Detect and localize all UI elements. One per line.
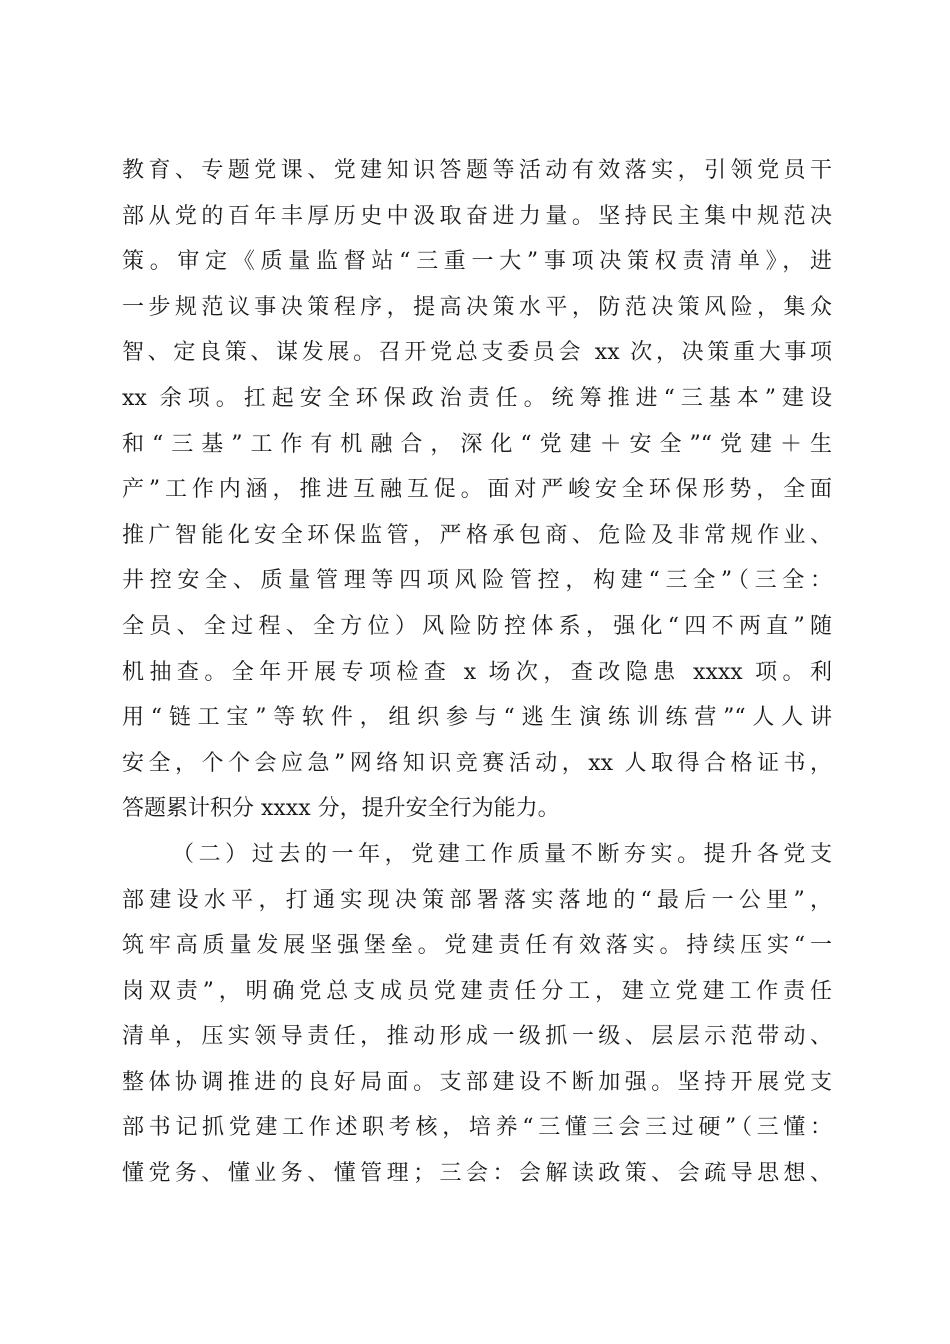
text-line: 一步规范议事决策程序，提高决策水平，防范决策风险，集众 [122, 294, 832, 320]
text-line: 推广智能化安全环保监管，严格承包商、危险及非常规作业、 [122, 522, 832, 548]
text-line: 教育、专题党课、党建知识答题等活动有效落实，引领党员干 [122, 158, 832, 183]
document-body [122, 148, 832, 1197]
text-line: 井控安全、质量管理等四项风险管控，构建“三全”（三全： [122, 568, 832, 594]
text-line: 策。审定《质量监督站“三重一大”事项决策权责清单》，进 [122, 249, 832, 275]
paragraph-last-line: 答题累计积分 xxxx 分，提升安全行为能力。 [122, 796, 560, 822]
text-line: 部从党的百年丰厚历史中汲取奋进力量。坚持民主集中规范决 [122, 203, 832, 229]
text-line: 用“链工宝”等软件，组织参与“逃生演练训练营”“人人讲 [122, 705, 832, 731]
text-line: 部建设水平，打通实现决策部署落实落地的“最后一公里”， [122, 887, 832, 913]
text-line: 和“三基”工作有机融合，深化“党建＋安全”“党建＋生 [122, 431, 832, 457]
text-line: 部书记抓党建工作述职考核，培养“三懂三会三过硬”（三懂： [122, 1115, 832, 1141]
text-line: 安全，个个会应急”网络知识竞赛活动，xx 人取得合格证书， [122, 750, 832, 776]
text-line: 智、定良策、谋发展。召开党总支委员会 xx 次，决策重大事项 [122, 340, 832, 366]
text-line: xx 余项。扛起安全环保政治责任。统筹推进“三基本”建设 [122, 385, 832, 411]
text-line: 机抽查。全年开展专项检查 x 场次，查改隐患 xxxx 项。利 [122, 659, 832, 685]
text-line: 全员、全过程、全方位）风险防控体系，强化“四不两直”随 [122, 613, 832, 639]
text-line: 岗双责”，明确党总支成员党建责任分工，建立党建工作责任 [122, 978, 832, 1004]
text-line: 懂党务、懂业务、懂管理；三会：会解读政策、会疏导思想、 [122, 1161, 832, 1187]
text-line: 整体协调推进的良好局面。支部建设不断加强。坚持开展党支 [122, 1069, 832, 1095]
text-line: 产”工作内涵，推进互融互促。面对严峻安全环保形势，全面 [122, 477, 832, 503]
text-line: 清单，压实领导责任，推动形成一级抓一级、层层示范带动、 [122, 1024, 832, 1050]
text-line: 筑牢高质量发展坚强堡垒。党建责任有效落实。持续压实“一 [122, 933, 832, 959]
paragraph-heading-line: （二）过去的一年，党建工作质量不断夯实。提升各党支 [172, 841, 832, 867]
